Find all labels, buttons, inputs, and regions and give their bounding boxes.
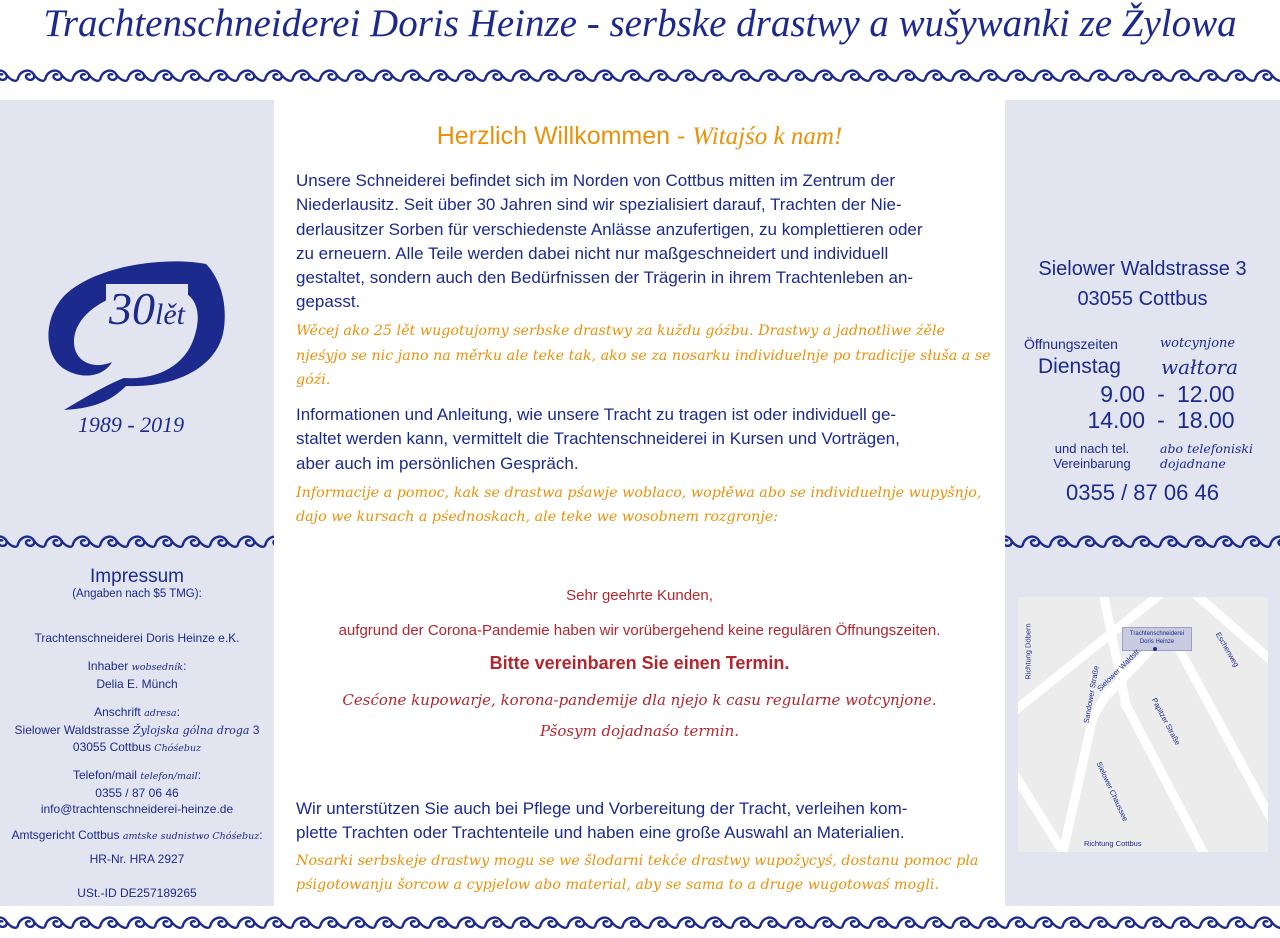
hours-day-de: Dienstag <box>1038 355 1121 378</box>
ornament-border-bottom <box>0 913 1280 933</box>
ornament-border-top <box>0 66 1280 86</box>
impressum-owner-label: Inhaber wobsedník: <box>87 659 187 673</box>
impressum-ust: USt.-ID DE257189265 <box>77 886 197 900</box>
impressum-email[interactable]: info@trachtenschneiderei-heinze.de <box>40 802 234 816</box>
info-paragraph-hsb <box>296 481 996 529</box>
paragraph-line: njeśyjo se nic jano na měrku ale teke tak, ako se za nosarku individuelnje po tradicije słuša a se <box>296 347 991 364</box>
notice-bold: Bitte vereinbaren Sie einen Termin. <box>489 653 790 673</box>
paragraph-line: Wěcej ako 25 lět wugotujomy serbske drastwy za kuždu góźbu. Drastwy a jadnotliwe źěle <box>296 323 946 339</box>
slot1-from: 9.00 <box>1100 381 1145 407</box>
paragraph-line: pśigotowanju šorcow a cypjelow abo material, aby se sama to a druge wugotowaś mogli. <box>296 877 940 893</box>
impressum-company: Trachtenschneiderei Doris Heinze e.K. <box>34 631 240 645</box>
ornament-wave-icon <box>0 913 1280 933</box>
ornament-wave-icon <box>1005 532 1280 552</box>
slot2-to: 18.00 <box>1177 407 1235 433</box>
court-label-hsb: amtske sudnistwo Chóśebuz <box>122 831 260 842</box>
ornament-border-left <box>0 532 274 552</box>
paragraph-line: Niederlausitz. Seit über 30 Jahren sind wir spezialisiert darauf, Trachten der Nie- <box>296 195 902 215</box>
paragraph-line: gestaltet, sondern auch den Bedürfnissen der Trägerin in ihrem Trachtenleben an- <box>296 268 914 288</box>
paragraph-line: dajo we kursach a pśednoskach, ale teke we wosobnem rozgronje: <box>296 509 779 525</box>
hours-label-hsb: wotcynjone <box>1160 336 1236 351</box>
paragraph-line: Informacije a pomoc, kak se drastwa pśawje woblaco, wopłěwa abo se individuelnje wupyšnjo, <box>296 485 982 501</box>
paragraph-line: Unsere Schneiderei befindet sich im Norden von Cottbus mitten im Zentrum der <box>296 171 896 190</box>
impressum-address-label: Anschrift adresa: <box>94 705 180 719</box>
impressum-court: Amtsgericht Cottbus amtske sudnistwo Chóśebuz: <box>11 828 263 842</box>
contact-street: Sielower Waldstrasse 3 <box>1038 258 1247 280</box>
address-label-hsb: adresa <box>144 708 177 719</box>
hours-slot-2 <box>1065 407 1235 434</box>
ornament-wave-icon <box>0 532 274 552</box>
impressum-street <box>0 722 274 739</box>
contact-phone[interactable]: 0355 / 87 06 46 <box>1066 480 1219 505</box>
hours-slot-1 <box>1065 381 1235 408</box>
impressum-city <box>0 739 274 757</box>
right-sidebar <box>1005 100 1280 906</box>
notice-text: aufgrund der Corona-Pandemie haben wir vorübergehend keine regulären Öffnungszeiten. <box>338 622 941 639</box>
main-content <box>274 100 1005 906</box>
map-street-label: Richtung Cottbus <box>1084 839 1142 848</box>
paragraph-line: gepasst. <box>296 292 361 312</box>
appt-de-line2: Vereinbarung <box>1053 456 1131 471</box>
hours-label-de: Öffnungszeiten <box>1024 336 1118 352</box>
corona-notice <box>274 584 1005 743</box>
owner-label-hsb: wobsedník <box>131 662 184 673</box>
impressum-title: Impressum <box>90 566 184 587</box>
welcome-heading <box>274 122 1005 151</box>
paragraph-line: aber auch im persönlichen Gespräch. <box>296 453 579 473</box>
map-pin-icon <box>1153 647 1157 651</box>
street-hsb: Žylojska gólna droga <box>132 724 250 737</box>
court-label: Amtsgericht Cottbus <box>11 828 120 842</box>
appointment-hsb <box>1160 441 1253 471</box>
anniversary-suffix: lět <box>155 298 185 331</box>
map-street-label: Richtung Döbern <box>1023 623 1033 680</box>
city-de: 03055 Cottbus <box>72 740 151 754</box>
street-de: Sielower Waldstrasse <box>14 723 130 737</box>
intro-paragraph-hsb <box>296 319 996 393</box>
welcome-hsb: Witajśo k nam! <box>692 123 843 150</box>
store-label-2: Doris Heinze <box>1139 639 1175 645</box>
impressum-hr: HR-Nr. HRA 2927 <box>89 852 185 866</box>
map-street-label: Eschenweg <box>1213 630 1241 669</box>
impressum-phone-label: Telefon/mail telefon/mail: <box>72 768 202 782</box>
notice-hsb-2: Pšosym dojadnaśo termin. <box>539 722 740 740</box>
phone-label: Telefon/mail <box>72 768 137 782</box>
appt-hsb-line1: abo telefoniski <box>1160 441 1253 456</box>
city-hsb: Chóśebuz <box>154 743 202 754</box>
left-sidebar <box>0 100 274 906</box>
appointment-de <box>1017 441 1167 471</box>
map-street-label: Sandower Straße <box>1081 664 1101 725</box>
map-street-label: Sielower Waldstr. <box>1095 645 1143 694</box>
map-street-label: Papitzer Straße <box>1149 696 1183 747</box>
slot2-dash: - <box>1157 407 1165 433</box>
map-street-label: Sielower Chaussee <box>1094 760 1131 823</box>
street-no: 3 <box>252 723 260 737</box>
intro-paragraph-de <box>296 169 996 315</box>
paragraph-line: staltet werden kann, vermittelt die Trachtenschneiderei in Kursen und Vorträgen, <box>296 429 900 449</box>
phone-label-hsb: telefon/mail <box>140 771 198 782</box>
address-label: Anschrift <box>94 705 141 719</box>
notice-greeting: Sehr geehrte Kunden, <box>566 587 713 604</box>
contact-city: 03055 Cottbus <box>1077 288 1208 310</box>
appt-de-line1: und nach tel. <box>1054 441 1130 456</box>
paragraph-line: derlausitzer Sorben für verschiedenste Anlässe anzufertigen, zu komplettieren oder <box>296 219 923 239</box>
anniversary-digits: 30 <box>109 283 155 334</box>
hours-day-hsb: wałtora <box>1161 355 1239 379</box>
paragraph-line: Nosarki serbskeje drastwy mogu se we šlodarni tekće drastwy wupožycyś, dostanu pomoc pla <box>296 853 979 869</box>
paragraph-line: Informationen und Anleitung, wie unsere Tracht zu tragen ist oder individuell ge- <box>296 405 897 424</box>
service-paragraph-hsb <box>296 849 996 897</box>
service-paragraph-de <box>296 797 996 846</box>
impressum-owner-name: Delia E. Münch <box>96 677 178 691</box>
owner-label: Inhaber <box>87 659 129 673</box>
anniversary-logo <box>44 258 234 438</box>
store-label-1: Trachtenschneiderei <box>1129 631 1185 637</box>
appt-hsb-line2: dojadnane <box>1160 456 1226 471</box>
impressum-section <box>0 566 274 901</box>
slot1-dash: - <box>1157 381 1165 407</box>
anniversary-number <box>106 284 188 340</box>
ornament-border-right <box>1005 532 1280 552</box>
slot2-from: 14.00 <box>1087 407 1145 433</box>
anniversary-years: 1989 - 2019 <box>77 412 185 437</box>
map-store-marker[interactable] <box>1122 627 1192 651</box>
paragraph-line: zu erneuern. Alle Teile werden dabei nicht nur maßgeschneidert und individuell <box>296 243 889 263</box>
notice-hsb-1: Cesćone kupowarje, korona-pandemije dla njejo k casu regularne wotcynjone. <box>342 691 937 709</box>
info-paragraph-de <box>296 403 996 476</box>
paragraph-line: góźi. <box>296 372 331 388</box>
paragraph-line: Wir unterstützen Sie auch bei Pflege und Vorbereitung der Tracht, verleihen kom- <box>296 799 908 818</box>
impressum-subtitle: (Angaben nach $5 TMG): <box>72 588 202 600</box>
slot1-to: 12.00 <box>1177 381 1235 407</box>
location-map[interactable] <box>1018 597 1268 852</box>
ornament-wave-icon <box>0 66 1280 86</box>
welcome-de: Herzlich Willkommen - <box>436 122 693 150</box>
impressum-phone: 0355 / 87 06 46 <box>95 786 179 800</box>
site-title: Trachtenschneiderei Doris Heinze - serbske drastwy a wušywanki ze Žylowa <box>43 2 1237 45</box>
paragraph-line: plette Trachten oder Trachtenteile und haben eine große Auswahl an Materialien. <box>296 823 905 843</box>
